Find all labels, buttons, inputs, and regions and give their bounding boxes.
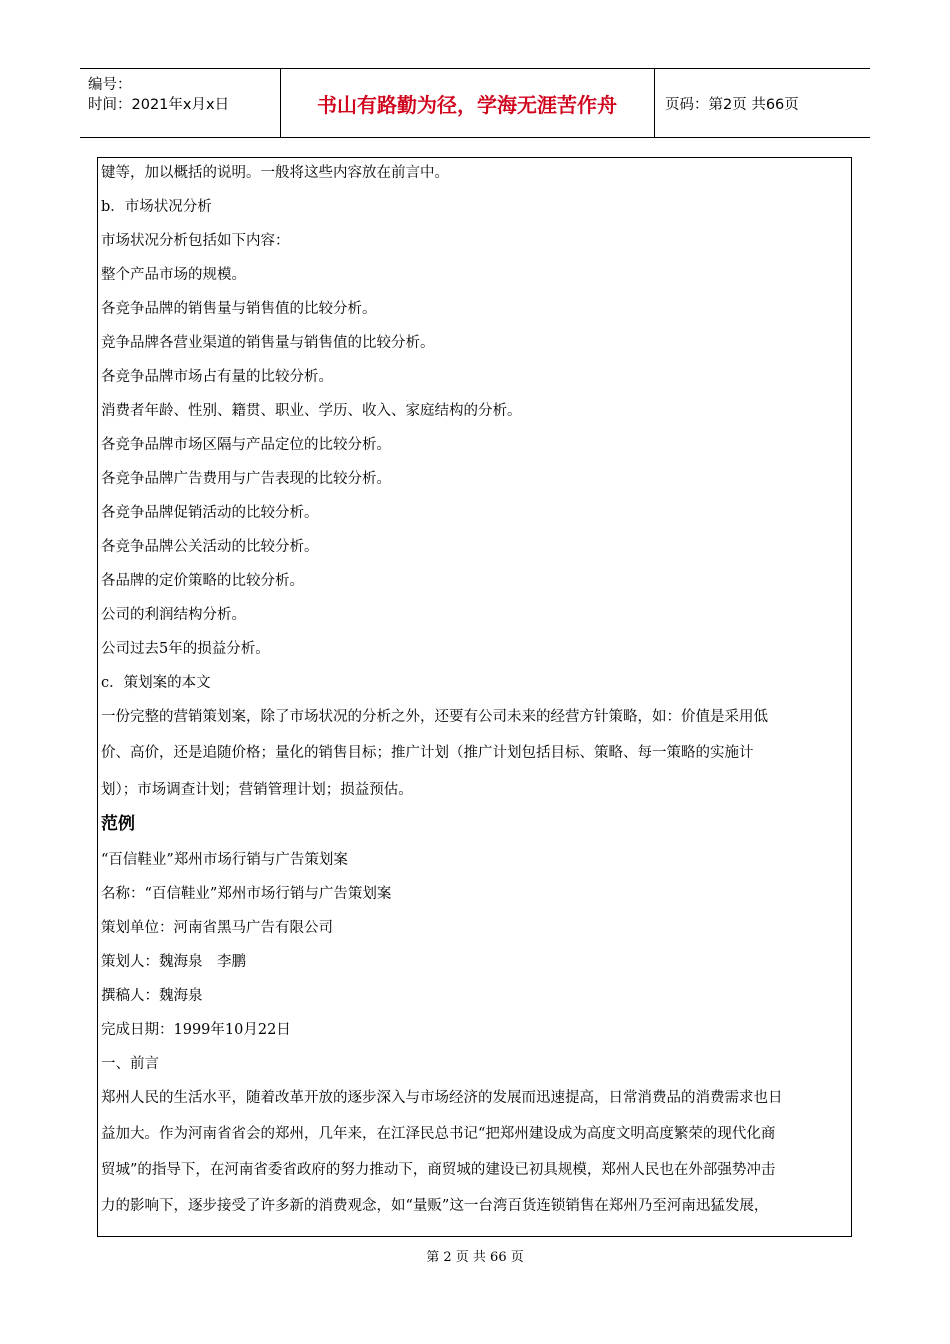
body-line: 价、高价，还是追随价格；量化的销售目标；推广计划（推广计划包括目标、策略、每一策略的实施计 [101, 745, 754, 761]
code-label: 编号： [88, 77, 132, 93]
body-line: 划）；市场调查计划；营销管理计划；损益预估。 [101, 782, 413, 798]
header-meta-cell [80, 69, 281, 137]
body-line: 策划人：魏海泉 李鹏 [101, 954, 246, 970]
body-line: 名称：“百信鞋业”郑州市场行销与广告策划案 [101, 886, 392, 902]
body-line: 各品牌的定价策略的比较分析。 [101, 573, 304, 589]
motto-text: 书山有路勤为径，学海无涯苦作舟 [317, 93, 617, 117]
header-page-cell [655, 69, 870, 137]
body-line: 各竞争品牌市场区隔与产品定位的比较分析。 [101, 437, 391, 453]
body-line: 整个产品市场的规模。 [101, 267, 246, 283]
body-line: 公司过去5年的损益分析。 [101, 641, 270, 657]
body-line: 各竞争品牌广告费用与广告表现的比较分析。 [101, 471, 391, 487]
page-header [80, 68, 870, 138]
body-line: 贸城”的指导下，在河南省委省政府的努力推动下，商贸城的建设已初具规模，郑州人民也在外部强势冲击 [101, 1162, 776, 1178]
body-line: 消费者年龄、性别、籍贯、职业、学历、收入、家庭结构的分析。 [101, 403, 522, 419]
body-line: 公司的利润结构分析。 [101, 607, 246, 623]
body-line: c．策划案的本文 [101, 675, 211, 691]
body-line: 一份完整的营销策划案，除了市场状况的分析之外，还要有公司未来的经营方针策略，如：价值是采用低 [101, 709, 768, 725]
time-label: 时间：2021年x月x日 [88, 97, 230, 113]
body-line: 各竞争品牌公关活动的比较分析。 [101, 539, 319, 555]
header-motto-cell [280, 69, 655, 137]
body-line: 竞争品牌各营业渠道的销售量与销售值的比较分析。 [101, 335, 435, 351]
body-line: 力的影响下，逐步接受了许多新的消费观念，如“量贩”这一台湾百货连锁销售在郑州乃至河南迅猛发展， [101, 1198, 769, 1214]
page-info: 页码：第2页 共66页 [665, 97, 799, 113]
body-line: 市场状况分析包括如下内容： [101, 233, 290, 249]
body-line: 益加大。作为河南省省会的郑州，几年来，在江泽民总书记“把郑州建设成为高度文明高度繁荣的现代化商 [101, 1126, 776, 1142]
body-line: b．市场状况分析 [101, 199, 212, 215]
body-line: 一、前言 [101, 1056, 159, 1072]
section-heading: 范例 [101, 814, 135, 834]
body-line: 完成日期：1999年10月22日 [101, 1022, 291, 1038]
body-line: 策划单位：河南省黑马广告有限公司 [101, 920, 333, 936]
body-line: 各竞争品牌市场占有量的比较分析。 [101, 369, 333, 385]
content-box [97, 157, 852, 1237]
body-line: 各竞争品牌促销活动的比较分析。 [101, 505, 319, 521]
body-line: 各竞争品牌的销售量与销售值的比较分析。 [101, 301, 377, 317]
body-line: “百信鞋业”郑州市场行销与广告策划案 [101, 852, 348, 868]
page-footer: 第 2 页 共 66 页 [426, 1250, 524, 1265]
body-line: 郑州人民的生活水平，随着改革开放的逐步深入与市场经济的发展而迅速提高，日常消费品的消费需求也日 [101, 1090, 783, 1106]
body-line: 撰稿人：魏海泉 [101, 988, 203, 1004]
body-line: 键等，加以概括的说明。一般将这些内容放在前言中。 [101, 165, 449, 181]
